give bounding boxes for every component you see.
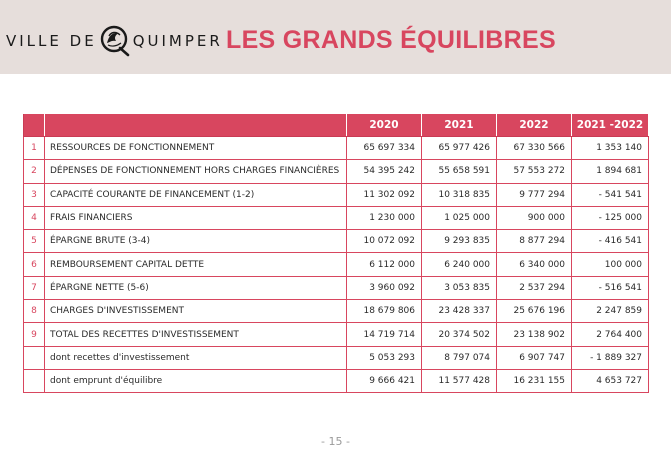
table-row [24,160,649,183]
row-number: 1 [24,137,45,160]
table-row [24,137,649,160]
value-variation: - 1 889 327 [572,346,649,369]
row-label: ÉPARGNE NETTE (5-6) [45,276,347,299]
value-variation: - 516 541 [572,276,649,299]
page-title: LES GRANDS ÉQUILIBRES [226,26,556,54]
value-2021: 11 577 428 [422,369,497,392]
value-2020: 11 302 092 [347,183,422,206]
header-blank-label [45,114,347,137]
value-2022: 8 877 294 [497,230,572,253]
row-number [24,369,45,392]
value-2020: 6 112 000 [347,253,422,276]
value-2021: 65 977 426 [422,137,497,160]
logo-text-right: QUIMPER [132,32,223,50]
value-2020: 14 719 714 [347,323,422,346]
column-header-2020: 2020 [347,114,422,137]
quimper-emblem-icon [97,23,131,57]
value-2021: 10 318 835 [422,183,497,206]
value-2021: 6 240 000 [422,253,497,276]
column-header-2021: 2021 [422,114,497,137]
value-2022: 2 537 294 [497,276,572,299]
table-row [24,253,649,276]
row-number: 7 [24,276,45,299]
row-number: 5 [24,230,45,253]
value-variation: 4 653 727 [572,369,649,392]
value-variation: 100 000 [572,253,649,276]
row-label: dont emprunt d'équilibre [45,369,347,392]
value-2022: 900 000 [497,206,572,229]
value-2022: 67 330 566 [497,137,572,160]
row-number: 2 [24,160,45,183]
row-label: RESSOURCES DE FONCTIONNEMENT [45,137,347,160]
row-number: 8 [24,300,45,323]
value-2021: 23 428 337 [422,300,497,323]
row-label: dont recettes d'investissement [45,346,347,369]
table-row [24,230,649,253]
value-2022: 6 340 000 [497,253,572,276]
row-label: DÉPENSES DE FONCTIONNEMENT HORS CHARGES FINANCIÈRES [45,160,347,183]
row-label: FRAIS FINANCIERS [45,206,347,229]
row-label: CAPACITÉ COURANTE DE FINANCEMENT (1-2) [45,183,347,206]
value-variation: - 541 541 [572,183,649,206]
value-2020: 3 960 092 [347,276,422,299]
value-2022: 23 138 902 [497,323,572,346]
value-2021: 8 797 074 [422,346,497,369]
row-number: 9 [24,323,45,346]
table-body [24,137,649,393]
city-logo [6,24,223,58]
value-variation: 1 353 140 [572,137,649,160]
table-header-row [24,114,649,137]
row-number: 4 [24,206,45,229]
value-2020: 54 395 242 [347,160,422,183]
table-row [24,300,649,323]
value-variation: 2 247 859 [572,300,649,323]
value-2021: 9 293 835 [422,230,497,253]
value-2020: 5 053 293 [347,346,422,369]
value-2022: 9 777 294 [497,183,572,206]
value-2020: 9 666 421 [347,369,422,392]
value-2020: 65 697 334 [347,137,422,160]
row-number: 3 [24,183,45,206]
value-variation: 1 894 681 [572,160,649,183]
table-row [24,369,649,392]
table-row [24,183,649,206]
value-2021: 20 374 502 [422,323,497,346]
row-label: ÉPARGNE BRUTE (3-4) [45,230,347,253]
header-band [0,0,671,74]
page-number: - 15 - [321,435,350,448]
value-variation: - 125 000 [572,206,649,229]
table-row [24,206,649,229]
value-variation: 2 764 400 [572,323,649,346]
row-number: 6 [24,253,45,276]
value-2020: 1 230 000 [347,206,422,229]
row-label: CHARGES D'INVESTISSEMENT [45,300,347,323]
table-row [24,323,649,346]
value-variation: - 416 541 [572,230,649,253]
row-label: REMBOURSEMENT CAPITAL DETTE [45,253,347,276]
value-2020: 18 679 806 [347,300,422,323]
column-header-variation: 2021 -2022 [572,114,649,137]
column-header-2022: 2022 [497,114,572,137]
table-row [24,346,649,369]
value-2020: 10 072 092 [347,230,422,253]
value-2022: 6 907 747 [497,346,572,369]
value-2021: 55 658 591 [422,160,497,183]
value-2022: 25 676 196 [497,300,572,323]
value-2022: 16 231 155 [497,369,572,392]
value-2021: 3 053 835 [422,276,497,299]
equilibres-table [23,113,649,393]
header-blank-num [24,114,45,137]
row-number [24,346,45,369]
value-2022: 57 553 272 [497,160,572,183]
table-row [24,276,649,299]
row-label: TOTAL DES RECETTES D'INVESTISSEMENT [45,323,347,346]
logo-text-left: VILLE DE [6,32,97,50]
value-2021: 1 025 000 [422,206,497,229]
